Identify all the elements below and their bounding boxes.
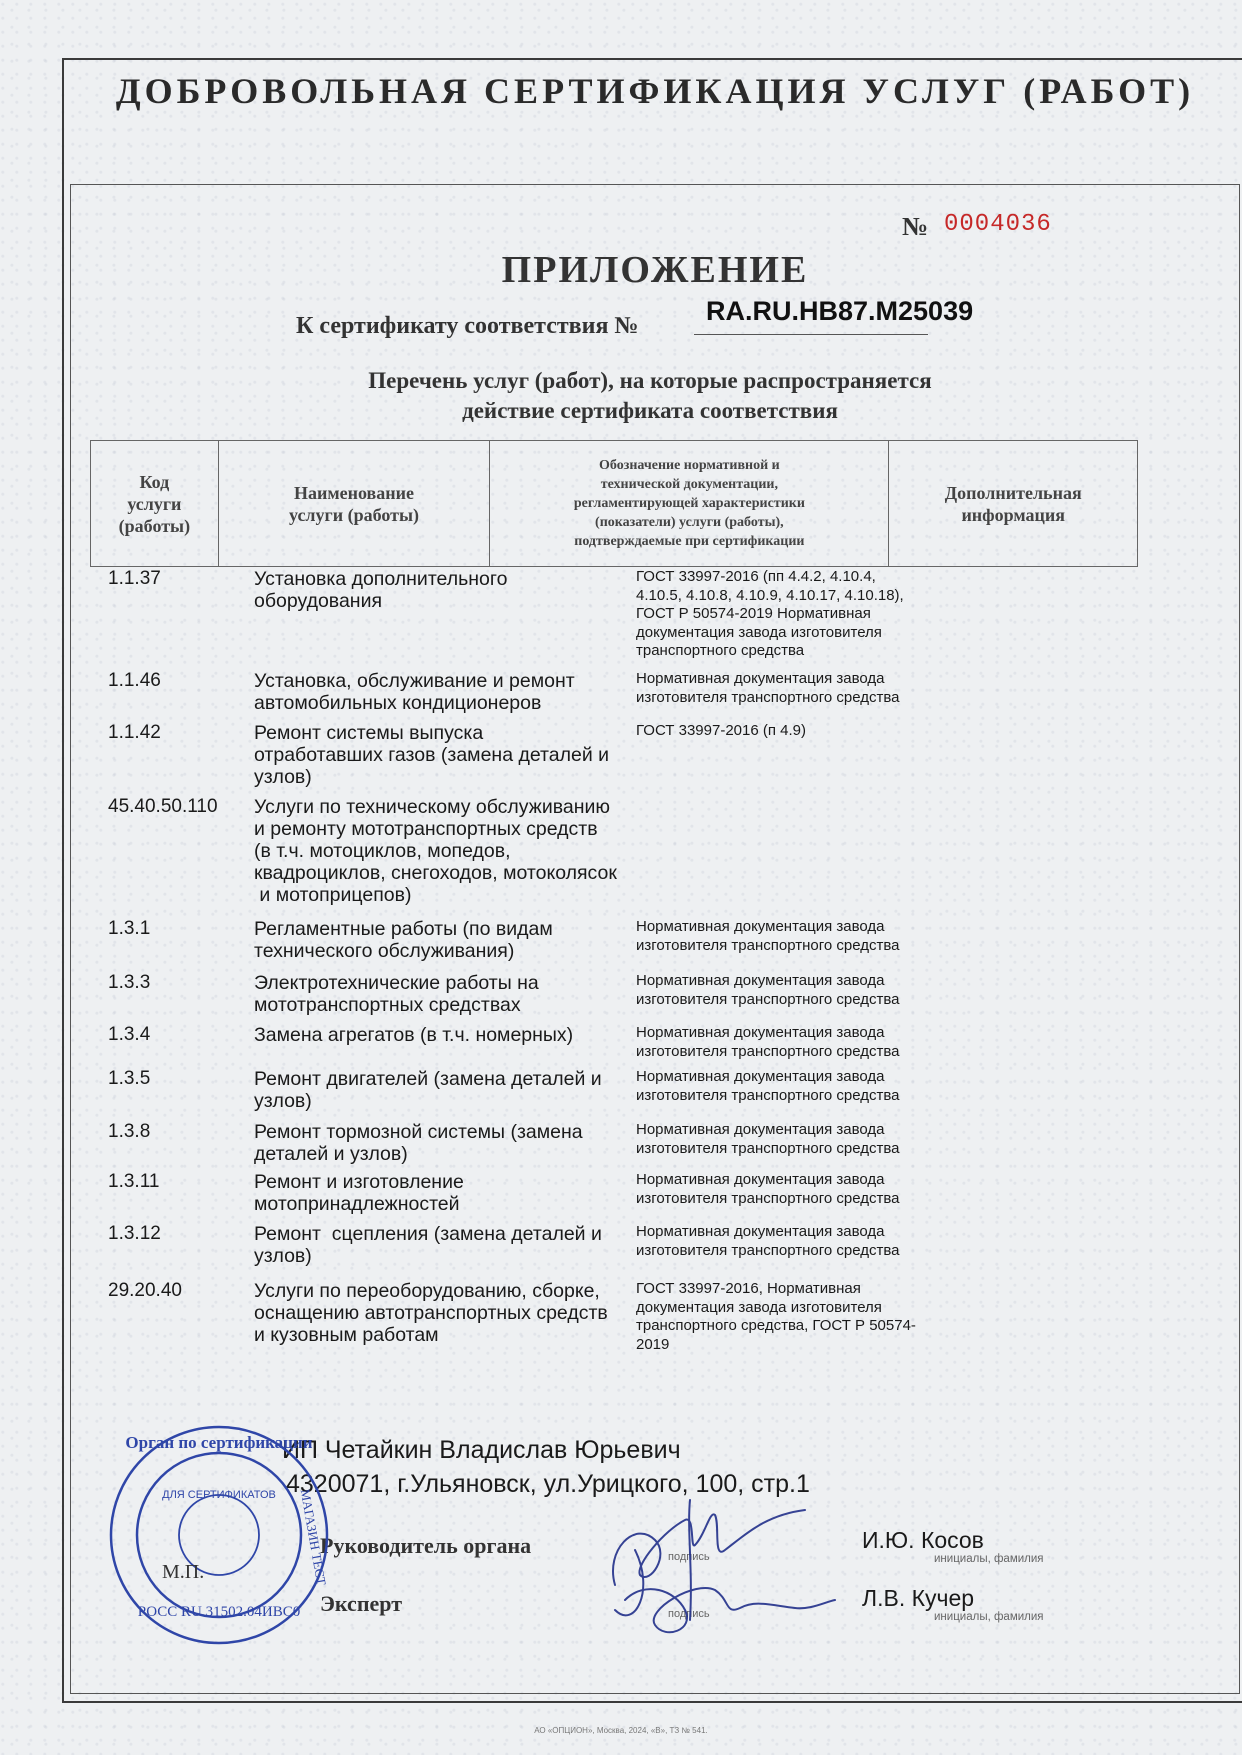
signatory-name-head: И.Ю. Косов bbox=[862, 1527, 984, 1553]
service-name-line: узлов) bbox=[254, 766, 312, 788]
service-name bbox=[254, 1171, 634, 1215]
header-docs-line: (показатели) услуги (работы), bbox=[595, 515, 784, 530]
service-name-line: Установка дополнительного bbox=[254, 568, 508, 590]
form-number-label: № bbox=[902, 212, 929, 241]
service-doc-line: документация завода изготовителя bbox=[636, 623, 882, 641]
service-code: 1.1.37 bbox=[108, 568, 161, 589]
service-name bbox=[254, 918, 634, 962]
service-name bbox=[254, 1223, 634, 1267]
subtitle bbox=[150, 366, 1150, 426]
service-doc-line: изготовителя транспортного средства bbox=[636, 688, 900, 706]
service-doc-line: изготовителя транспортного средства bbox=[636, 1189, 900, 1207]
service-code: 1.3.5 bbox=[108, 1068, 151, 1089]
service-doc-line: транспортного средства bbox=[636, 642, 805, 659]
service-doc-line: Нормативная документация завода bbox=[636, 1024, 885, 1041]
service-doc-line: документация завода изготовителя bbox=[636, 1298, 882, 1316]
service-name bbox=[254, 1024, 634, 1046]
service-name-line: технического обслуживания) bbox=[254, 940, 515, 962]
printer-footer: АО «ОПЦИОН», Москва, 2024, «В», ТЗ № 541. bbox=[534, 1726, 708, 1735]
service-name bbox=[254, 1280, 634, 1346]
service-doc-line: изготовителя транспортного средства bbox=[636, 1241, 900, 1259]
signatory-name-expert: Л.В. Кучер bbox=[862, 1585, 975, 1611]
service-normative-doc bbox=[636, 1223, 966, 1260]
service-normative-doc bbox=[636, 1068, 966, 1105]
service-normative-doc bbox=[636, 670, 966, 707]
service-normative-doc bbox=[636, 1280, 966, 1354]
seal-registration-text: РОСС RU.31502.04ИВС0 bbox=[137, 1604, 301, 1620]
service-name bbox=[254, 568, 634, 612]
name-caption: инициалы, фамилия bbox=[934, 1611, 1044, 1623]
service-doc-line: Нормативная документация завода bbox=[636, 1068, 885, 1085]
service-name-line: Замена агрегатов (в т.ч. номерных) bbox=[254, 1024, 574, 1046]
service-doc-line: Нормативная документация завода bbox=[636, 918, 885, 935]
seal-outer-text: Орган по сертификации bbox=[125, 1433, 313, 1452]
header-name-line: услуги (работы) bbox=[289, 504, 419, 525]
service-name-line: и мотоприцепов) bbox=[254, 884, 412, 906]
service-name bbox=[254, 796, 634, 906]
service-normative-doc bbox=[636, 918, 966, 955]
service-name-line: Регламентные работы (по видам bbox=[254, 918, 553, 940]
service-doc-line: изготовителя транспортного средства bbox=[636, 1042, 900, 1060]
service-name-line: Электротехнические работы на bbox=[254, 972, 539, 994]
service-name-line: квадроциклов, снегоходов, мотоколясок bbox=[254, 862, 617, 884]
service-code: 1.3.11 bbox=[108, 1171, 160, 1192]
seal-inner-text: ДЛЯ СЕРТИФИКАТОВ bbox=[162, 1489, 276, 1501]
header-name-line: Наименование bbox=[294, 482, 414, 503]
header-code-line: услуги bbox=[127, 493, 182, 514]
header-name bbox=[219, 441, 490, 566]
service-name-line: автомобильных кондиционеров bbox=[254, 692, 542, 714]
signatory-role-head: Руководитель органа bbox=[320, 1533, 532, 1558]
service-doc-line: Нормативная документация завода bbox=[636, 972, 885, 989]
subtitle-line-2: действие сертификата соответствия bbox=[462, 398, 838, 423]
service-doc-line: изготовителя транспортного средства bbox=[636, 1086, 900, 1104]
service-name-line: деталей и узлов) bbox=[254, 1143, 408, 1165]
certificate-number: RA.RU.HB87.M25039 bbox=[706, 296, 974, 326]
service-code: 1.3.4 bbox=[108, 1024, 151, 1045]
service-doc-line: изготовителя транспортного средства bbox=[636, 990, 900, 1008]
service-code: 1.3.1 bbox=[108, 918, 151, 939]
service-normative-doc bbox=[636, 1121, 966, 1158]
official-seal bbox=[104, 1420, 334, 1650]
service-code: 1.3.12 bbox=[108, 1223, 161, 1244]
service-doc-line: транспортного средства, ГОСТ Р 50574- bbox=[636, 1317, 916, 1334]
header-docs-line: технической документации, bbox=[600, 477, 778, 492]
name-caption: инициалы, фамилия bbox=[934, 1553, 1044, 1565]
service-doc-line: Нормативная документация завода bbox=[636, 1121, 885, 1138]
service-name-line: (в т.ч. мотоциклов, мопедов, bbox=[254, 840, 511, 862]
service-doc-line: Нормативная документация завода bbox=[636, 670, 885, 687]
subtitle-line-1: Перечень услуг (работ), на которые распространяется bbox=[368, 368, 932, 393]
service-code: 1.3.8 bbox=[108, 1121, 151, 1142]
organization-address: 4320071, г.Ульяновск, ул.Урицкого, 100, стр.1 bbox=[286, 1470, 810, 1498]
service-code: 1.1.46 bbox=[108, 670, 161, 691]
service-name-line: Ремонт двигателей (замена деталей и bbox=[254, 1068, 602, 1090]
service-doc-line: 4.10.5, 4.10.8, 4.10.9, 4.10.17, 4.10.18), bbox=[636, 586, 904, 604]
service-doc-line: ГОСТ 33997-2016 (пп 4.4.2, 4.10.4, bbox=[636, 568, 876, 585]
service-normative-doc bbox=[636, 1024, 966, 1061]
header-title: ДОБРОВОЛЬНАЯ СЕРТИФИКАЦИЯ УСЛУГ (РАБОТ) bbox=[115, 71, 1195, 111]
service-code: 29.20.40 bbox=[108, 1280, 182, 1301]
service-normative-doc bbox=[636, 1171, 966, 1208]
service-name-line: Ремонт тормозной системы (замена bbox=[254, 1121, 583, 1143]
stamp-place-label: М.П. bbox=[162, 1561, 205, 1583]
header-info-line: Дополнительная bbox=[944, 482, 1082, 503]
service-name-line: Услуги по переоборудованию, сборке, bbox=[254, 1280, 600, 1302]
signature-caption: подпись bbox=[668, 1551, 710, 1563]
service-name-line: мототранспортных средствах bbox=[254, 994, 521, 1016]
service-name-line: узлов) bbox=[254, 1245, 312, 1267]
certificate-label: К сертификату соответствия № bbox=[296, 313, 639, 339]
service-name-line: узлов) bbox=[254, 1090, 312, 1112]
organization-name: ИП Четайкин Владислав Юрьевич bbox=[282, 1436, 681, 1464]
header-info-line: информация bbox=[961, 504, 1065, 525]
service-doc-line: 2019 bbox=[636, 1335, 670, 1353]
service-doc-line: ГОСТ 33997-2016, Нормативная bbox=[636, 1280, 861, 1297]
header-info bbox=[889, 441, 1137, 566]
service-name-line: Ремонт и изготовление bbox=[254, 1171, 464, 1193]
service-doc-line: Нормативная документация завода bbox=[636, 1171, 885, 1188]
service-name-line: Ремонт системы выпуска bbox=[254, 722, 484, 744]
service-name-line: отработавших газов (замена деталей и bbox=[254, 744, 610, 766]
service-name bbox=[254, 1121, 634, 1165]
header-docs-line: Обозначение нормативной и bbox=[599, 458, 780, 473]
seal-side-text: МАГАЗИН ТЕСТ bbox=[297, 1488, 330, 1587]
page-title: ПРИЛОЖЕНИЕ bbox=[501, 249, 809, 291]
service-doc-line: ГОСТ Р 50574-2019 Нормативная bbox=[636, 605, 871, 622]
service-normative-doc bbox=[636, 568, 966, 661]
signatory-role-expert: Эксперт bbox=[320, 1591, 403, 1616]
service-name bbox=[254, 670, 634, 714]
service-doc-line: Нормативная документация завода bbox=[636, 1223, 885, 1240]
header-code-line: Код bbox=[139, 471, 170, 492]
service-name-line: Ремонт сцепления (замена деталей и bbox=[254, 1223, 602, 1245]
service-code: 1.3.3 bbox=[108, 972, 151, 993]
header-docs-line: регламентирующей характеристики bbox=[573, 496, 805, 511]
service-name bbox=[254, 1068, 634, 1112]
service-doc-line: изготовителя транспортного средства bbox=[636, 1139, 900, 1157]
certificate-underline bbox=[694, 334, 928, 335]
header-docs-line: подтверждаемые при сертификации bbox=[574, 534, 805, 549]
service-name-line: и кузовным работам bbox=[254, 1324, 439, 1346]
service-normative-doc bbox=[636, 722, 966, 741]
header-docs bbox=[490, 441, 889, 566]
header-code-line: (работы) bbox=[118, 515, 191, 536]
handwritten-signatures bbox=[595, 1490, 845, 1640]
service-name-line: оснащению автотранспортных средств bbox=[254, 1302, 608, 1324]
service-name-line: Установка, обслуживание и ремонт bbox=[254, 670, 575, 692]
service-doc-line: изготовителя транспортного средства bbox=[636, 936, 900, 954]
service-doc-line: ГОСТ 33997-2016 (п 4.9) bbox=[636, 722, 806, 739]
service-code: 45.40.50.110 bbox=[108, 796, 218, 817]
table-header bbox=[90, 440, 1138, 567]
signature-caption: подпись bbox=[668, 1608, 710, 1620]
form-number-value: 0004036 bbox=[944, 211, 1052, 238]
service-name bbox=[254, 972, 634, 1016]
service-name-line: мотопринадлежностей bbox=[254, 1193, 460, 1215]
header-code bbox=[91, 441, 219, 566]
service-name bbox=[254, 722, 634, 788]
service-code: 1.1.42 bbox=[108, 722, 161, 743]
service-name-line: и ремонту мототранспортных средств bbox=[254, 818, 598, 840]
service-name-line: оборудования bbox=[254, 590, 383, 612]
service-name-line: Услуги по техническому обслуживанию bbox=[254, 796, 610, 818]
service-normative-doc bbox=[636, 972, 966, 1009]
